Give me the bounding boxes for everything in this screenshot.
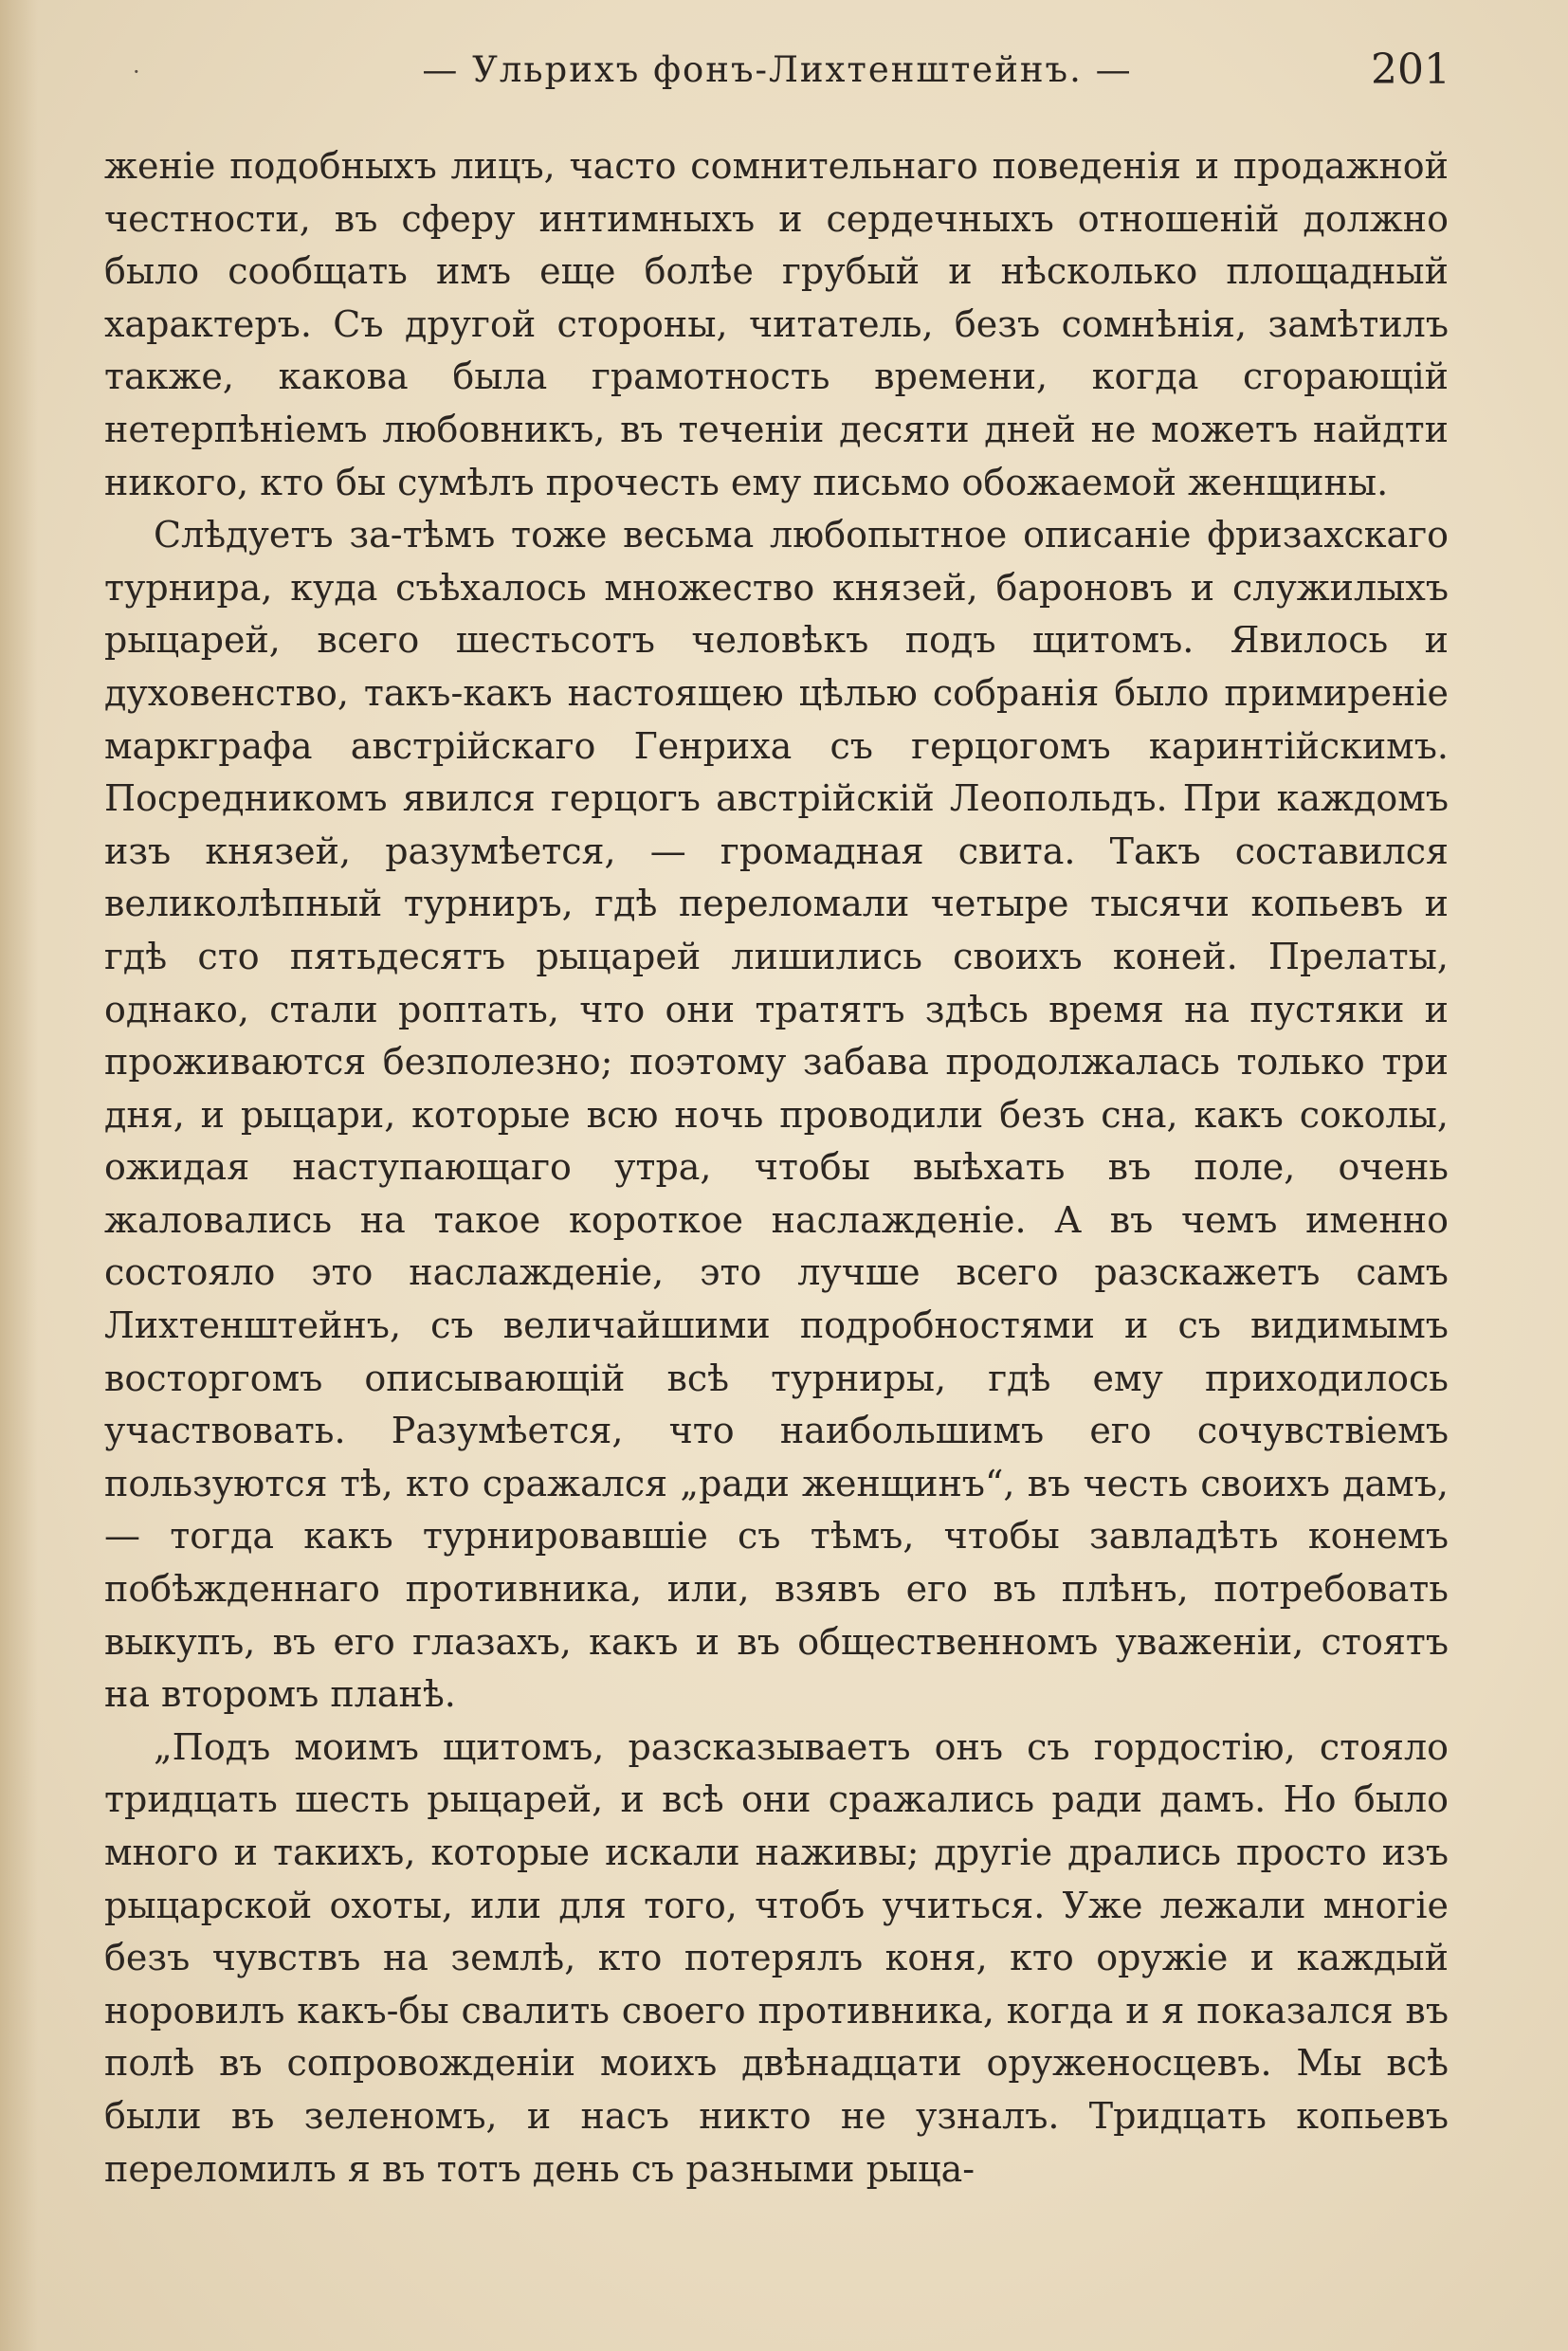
page-gutter-shadow	[0, 0, 38, 2351]
running-title: — Ульрихъ фонъ-Лихтенштейнъ. —	[422, 49, 1133, 90]
body-text	[104, 140, 1449, 2196]
running-header	[104, 46, 1450, 112]
header-mark: ·	[133, 59, 140, 85]
paragraph-3: „Подъ моимъ щитомъ, разсказываетъ онъ съ гордостію, стояло тридцать шесть рыцарей, и всѣ они сражались ради дамъ. Но было много и такихъ, которые искали наживы; другіе дрались просто изъ рыцарской охоты, или для того, чтобъ учиться. Уже лежали многіе безъ чувствъ на землѣ, кто потерялъ коня, кто оружіе и каждый норовилъ какъ-бы свалить своего противника, когда и я показался въ полѣ въ сопровожденіи моихъ двѣнадцати оруженосцевъ. Мы всѣ были въ зеленомъ, и насъ никто не узналъ. Тридцать копьевъ переломилъ я въ тотъ день съ разными рыца-	[104, 1725, 1449, 2190]
paragraph-1: женіе подобныхъ лицъ, часто сомнительнаго поведенія и продажной честности, въ сферу интимныхъ и сердечныхъ отношеній должно было сообщать имъ еще болѣе грубый и нѣсколько площадный характеръ. Съ другой стороны, читатель, безъ сомнѣнія, замѣтилъ также, какова была грамотность времени, когда сгорающій нетерпѣніемъ любовникъ, въ теченіи десяти дней не можетъ найдти никого, кто бы сумѣлъ прочесть ему письмо обожаемой женщины.	[104, 145, 1449, 503]
paragraph-2: Слѣдуетъ за-тѣмъ тоже весьма любопытное описаніе фризахскаго турнира, куда съѣхалось множество князей, бароновъ и служилыхъ рыцарей, всего шестьсотъ человѣкъ подъ щитомъ. Явилось и духовенство, такъ-какъ настоящею цѣлью собранія было примиреніе маркграфа австрійскаго Генриха съ герцогомъ каринтійскимъ. Посредникомъ явился герцогъ австрійскій Леопольдъ. При каждомъ изъ князей, разумѣется, — громадная свита. Такъ составился великолѣпный турниръ, гдѣ переломали четыре тысячи копьевъ и гдѣ сто пятьдесятъ рыцарей лишились своихъ коней. Прелаты, однако, стали роптать, что они тратятъ здѣсь время на пустяки и проживаются безполезно; поэтому забава продолжалась только три дня, и рыцари, которые всю ночь проводили безъ сна, какъ соколы, ожидая наступающаго утра, чтобы выѣхать въ поле, очень жаловались на такое короткое наслажденіе. А въ чемъ именно состояло это наслажденіе, это лучше всего разскажетъ самъ Лихтенштейнъ, съ величайшими подробностями и съ видимымъ восторгомъ описывающій всѣ турниры, гдѣ ему приходилось участвовать. Разумѣется, что наибольшимъ его сочувствіемъ пользуются тѣ, кто сражался „ради женщинъ“, въ честь своихъ дамъ, — тогда какъ турнировавшіе съ тѣмъ, чтобы завладѣть конемъ побѣжденнаго противника, или, взявъ его въ плѣнъ, потребовать выкупъ, въ его глазахъ, какъ и въ общественномъ уваженіи, стоятъ на второмъ планѣ.	[104, 514, 1449, 1716]
page-number: 201	[1371, 46, 1450, 94]
